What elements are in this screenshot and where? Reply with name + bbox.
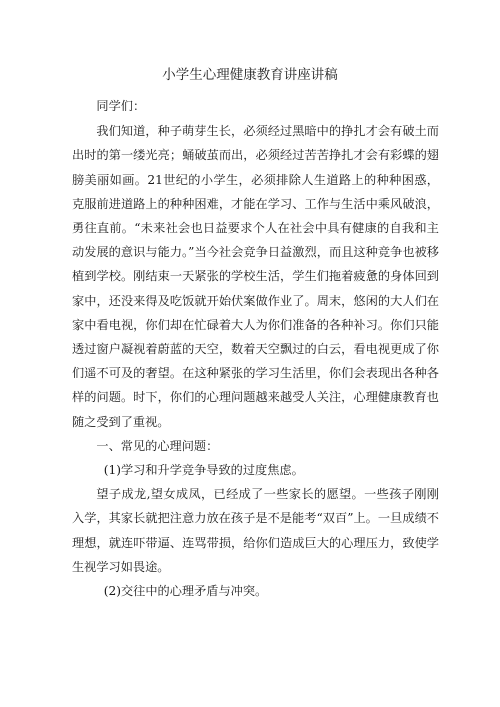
document-title: 小学生心理健康教育讲座讲稿 (162, 67, 338, 83)
body-paragraph-1: 我们知道，种子萌芽生长，必须经过黑暗中的挣扎才会有破土而出时的第一缕光亮；蛹破茧而出，必须经过苦苦挣扎才会有彩蝶的翅膀美丽如画。21世纪的小学生，必须排除人生道路上的种种困惑，克服前进道路上的种种困难，才能在学习、工作与生活中乘风破浪，勇往直前。“未来社会也日益要求个人在社会中具有健康的自我和主动发展的意识与能力。”当今社会竞争日益激烈，而且这种竞争也被移植到学校。刚结束一天紧张的学校生活，学生们拖着疲惫的身体回到家中，还没来得及吃饭就开始伏案做作业了。周末，悠闲的大人们在家中看电视，你们却在忙碌着大人为你们准备的各种补习。你们只能透过窗户凝视着蔚蓝的天空，数着天空飘过的白云，看电视更成了你们遥不可及的奢望。在这种紧张的学习生活里，你们会表现出各种各样的问题。时下，你们的心理问题越来越受人关注，心理健康教育也随之受到了重视。 (72, 124, 439, 429)
body-paragraph-2: 望子成龙,望女成凤，已经成了一些家长的愿望。一些孩子刚刚入学，其家长就把注意力放在孩子是不是能考“双百”上。一旦成绩不理想，就连吓带逼、连骂带损，给你们造成巨大的心理压力，致使学生视学习如畏途。 (72, 487, 439, 574)
salutation: 同学们： (96, 99, 146, 113)
section-heading: 一、常见的心理问题： (96, 438, 219, 453)
subsection-heading-2: (2)交往中的心理矛盾与冲突。 (103, 584, 268, 599)
document-body (72, 94, 439, 603)
subsection-heading-1: (1)学习和升学竞争导致的过度焦虑。 (103, 463, 304, 478)
